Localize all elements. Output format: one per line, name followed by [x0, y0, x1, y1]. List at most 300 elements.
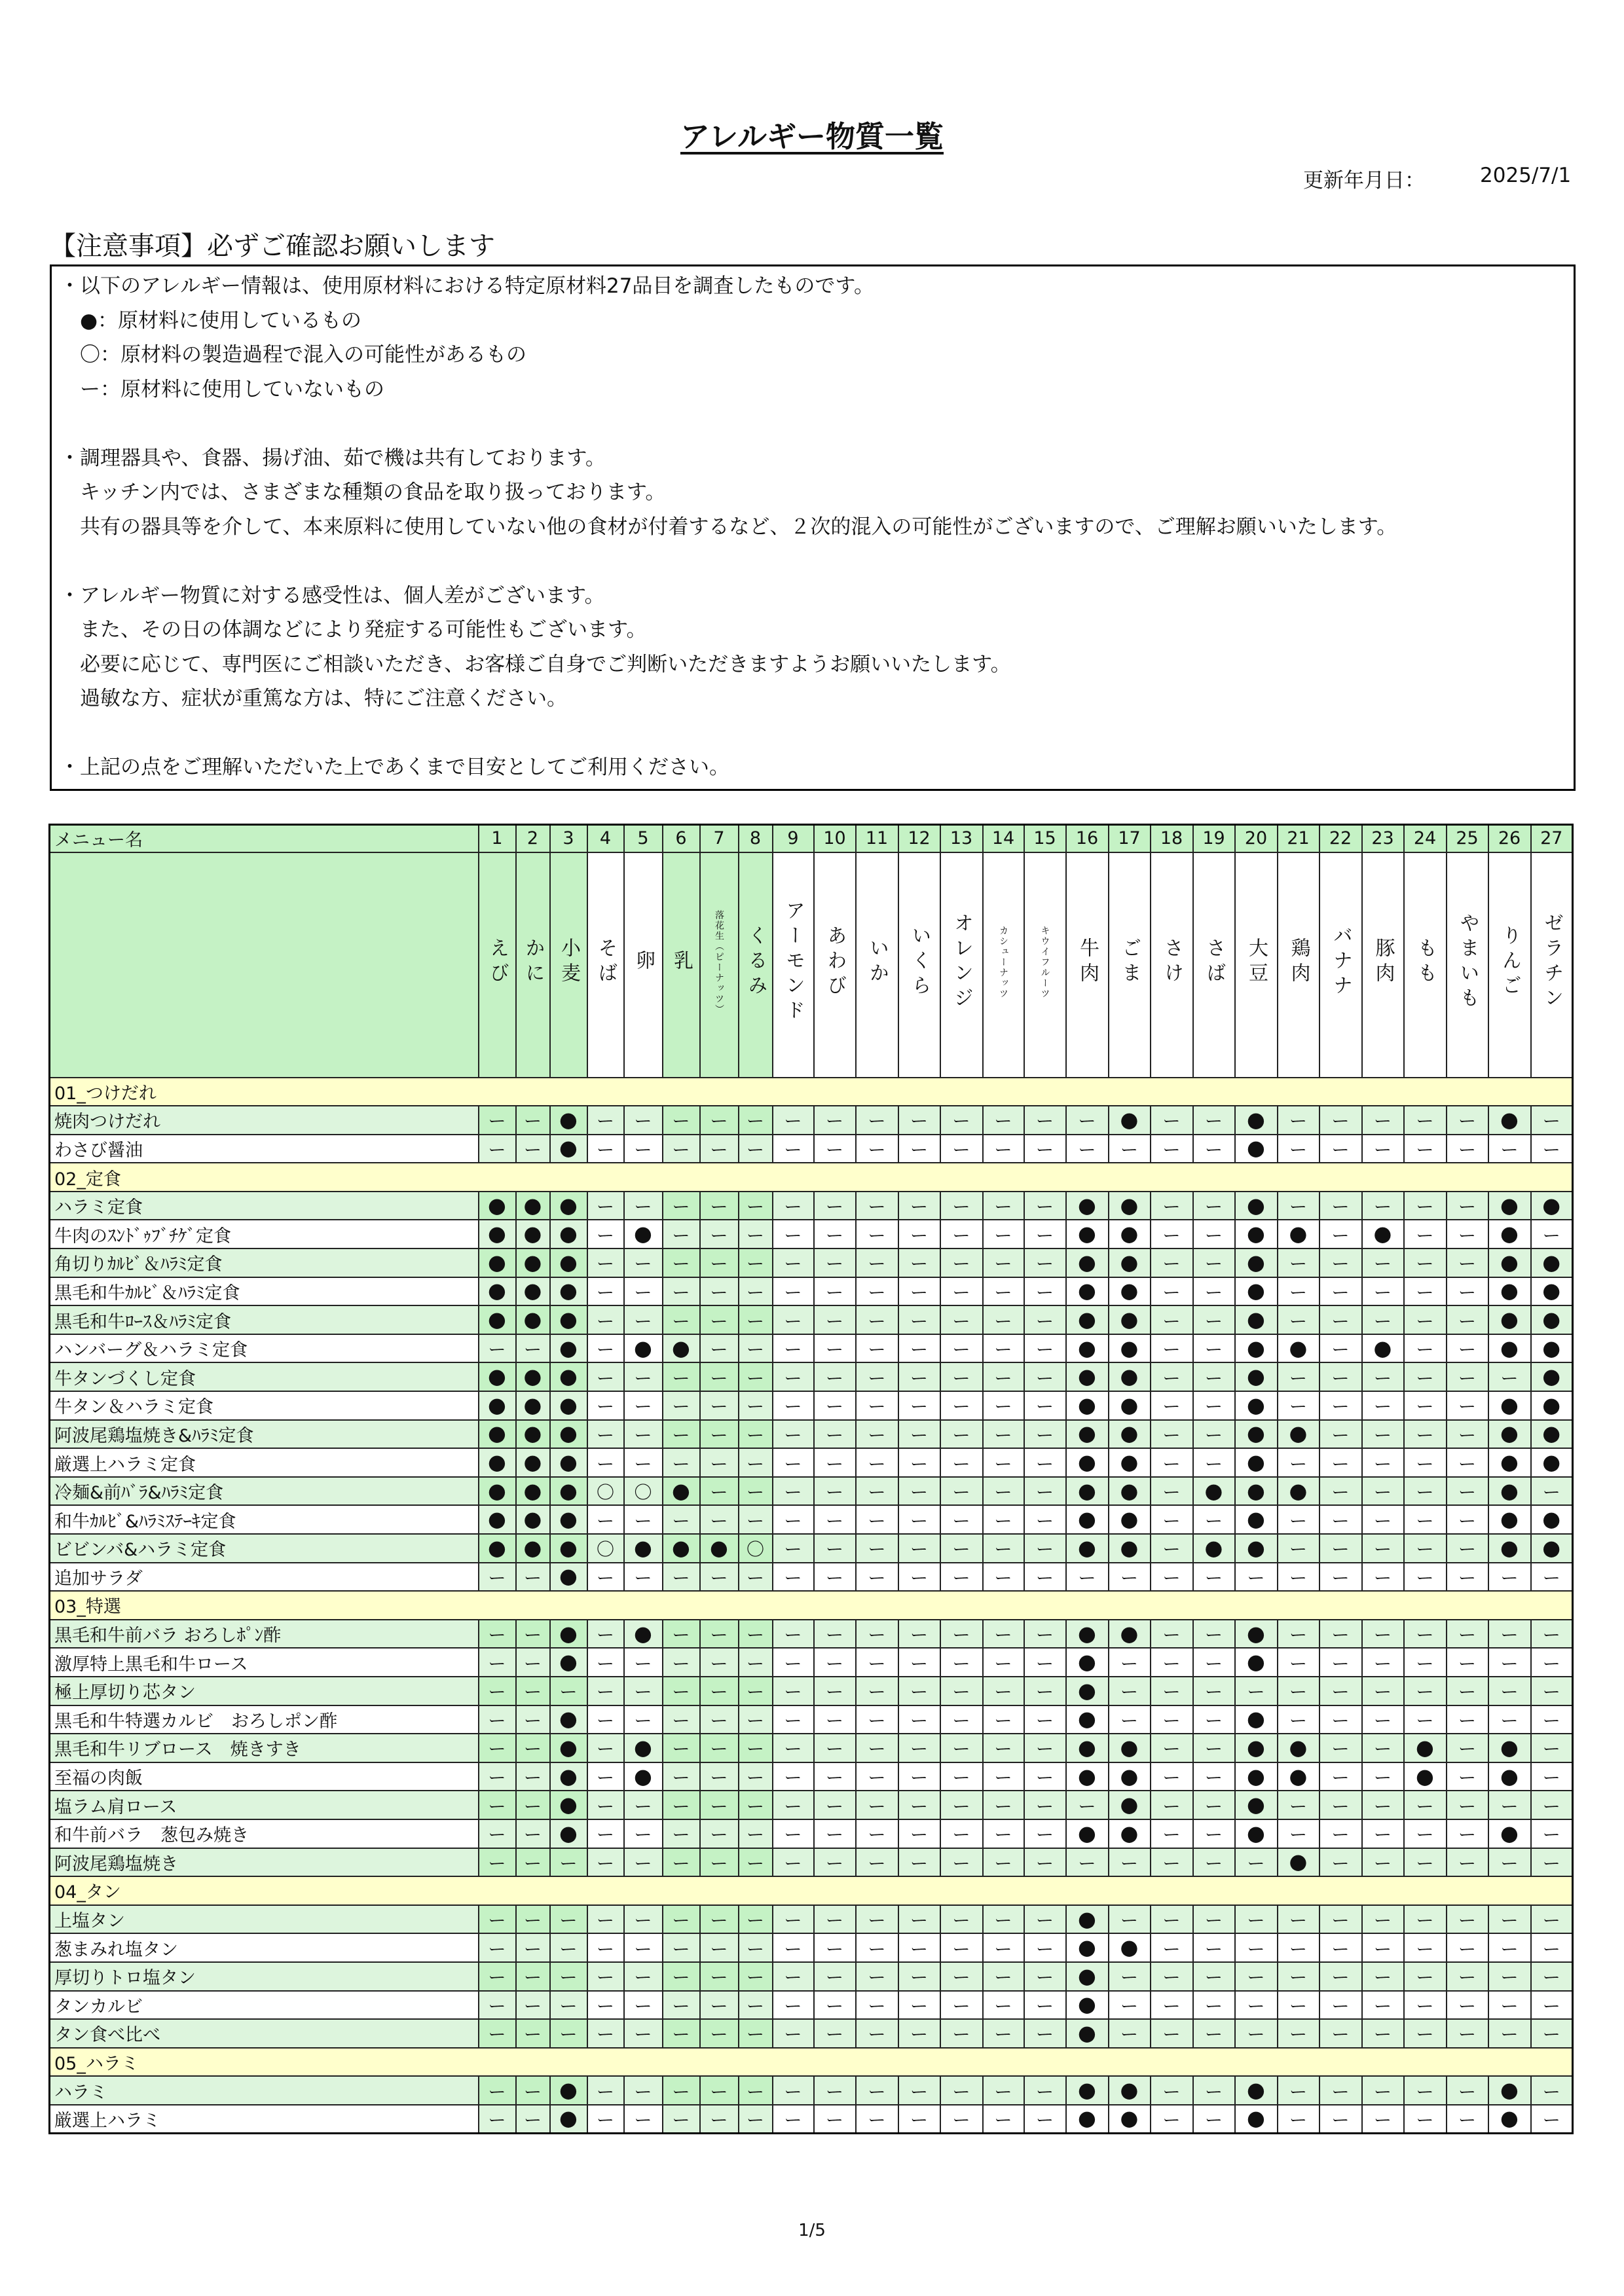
allergen-mark: ー — [587, 1362, 624, 1391]
allergen-mark: ● — [1235, 1192, 1278, 1220]
allergen-mark: ー — [663, 1563, 700, 1592]
allergen-mark: ー — [773, 1563, 814, 1592]
allergen-mark: ー — [624, 2019, 663, 2048]
allergen-mark: ー — [1151, 1705, 1193, 1734]
allergen-mark: ー — [700, 1334, 739, 1363]
allergen-mark: ー — [700, 1135, 739, 1163]
notice-line: ●：原材料に使用しているもの — [60, 308, 362, 333]
allergen-mark: ー — [1151, 1734, 1193, 1762]
allergen-mark: ー — [773, 2019, 814, 2048]
allergen-mark: ー — [550, 1962, 587, 1991]
update-label: 更新年月日： — [1303, 169, 1425, 192]
allergen-mark: ● — [1404, 1762, 1447, 1791]
category-row: 01_つけだれ — [50, 1078, 1573, 1106]
allergen-mark: ー — [1531, 1135, 1573, 1163]
allergen-mark: ー — [1024, 1962, 1066, 1991]
allergen-mark: ー — [1235, 1677, 1278, 1705]
allergen-mark: ー — [856, 1277, 898, 1306]
allergen-mark: ー — [1531, 1905, 1573, 1934]
allergen-mark: ● — [1531, 1248, 1573, 1277]
allergen-mark: ー — [1320, 1391, 1362, 1420]
allergen-mark: ー — [856, 1135, 898, 1163]
allergen-mark: ー — [1404, 1305, 1447, 1334]
allergen-mark: ー — [739, 1991, 773, 2020]
allergen-mark: ー — [814, 1962, 856, 1991]
allergen-header — [624, 852, 663, 1078]
allergen-mark: ー — [1151, 1106, 1193, 1135]
allergen-mark: ー — [1193, 1135, 1235, 1163]
allergen-mark: ー — [983, 2076, 1024, 2105]
allergen-mark: ー — [700, 1420, 739, 1449]
allergen-mark: ● — [479, 1220, 516, 1248]
allergen-mark: ● — [516, 1248, 550, 1277]
allergen-mark: ー — [898, 1962, 940, 1991]
allergen-mark: ー — [1488, 1677, 1531, 1705]
allergen-mark: ー — [663, 2076, 700, 2105]
allergen-mark: ー — [587, 1248, 624, 1277]
allergen-label: 乳 — [670, 950, 693, 975]
allergen-mark: ● — [479, 1448, 516, 1477]
allergen-mark: ー — [940, 1819, 983, 1848]
allergen-mark: ー — [1404, 1648, 1447, 1677]
allergen-number: 13 — [940, 825, 983, 852]
allergen-mark: ● — [1488, 1248, 1531, 1277]
allergen-mark: ー — [856, 1362, 898, 1391]
allergen-header — [739, 852, 773, 1078]
allergen-header — [1447, 852, 1488, 1078]
allergen-mark: ー — [663, 1705, 700, 1734]
allergen-mark: ー — [1531, 1705, 1573, 1734]
allergen-mark: ー — [1362, 1305, 1404, 1334]
allergen-mark: ー — [587, 2019, 624, 2048]
menu-item-name: 厚切りトロ塩タン — [50, 1962, 479, 1991]
allergen-mark: ー — [856, 1734, 898, 1762]
allergen-mark: ● — [1235, 1420, 1278, 1449]
allergen-mark: ー — [898, 1734, 940, 1762]
allergen-mark: ー — [1320, 1220, 1362, 1248]
allergen-mark: ー — [516, 1620, 550, 1649]
allergen-mark: ー — [898, 1905, 940, 1934]
allergen-mark: ー — [1193, 1448, 1235, 1477]
allergen-mark: ー — [1404, 1620, 1447, 1649]
allergen-mark: ー — [1447, 1477, 1488, 1506]
allergen-mark: ー — [1404, 1933, 1447, 1962]
allergen-mark: ー — [1320, 1448, 1362, 1477]
allergen-mark: ー — [587, 1106, 624, 1135]
menu-item-name: 冷麺&前ﾊﾞﾗ&ﾊﾗﾐ定食 — [50, 1477, 479, 1506]
allergen-mark: ● — [1066, 1277, 1109, 1306]
allergen-mark: ● — [1531, 1192, 1573, 1220]
allergen-mark: ー — [700, 2076, 739, 2105]
allergen-mark: ー — [1024, 1762, 1066, 1791]
allergen-mark: ● — [1488, 1391, 1531, 1420]
allergen-mark: ● — [1066, 1534, 1109, 1563]
allergen-mark: ● — [550, 1791, 587, 1819]
allergen-mark: ー — [1151, 1220, 1193, 1248]
allergen-mark: ー — [587, 1762, 624, 1791]
allergen-mark: ー — [700, 1106, 739, 1135]
allergen-mark: ー — [700, 1991, 739, 2020]
allergen-mark: ● — [1531, 1277, 1573, 1306]
allergen-mark: ー — [856, 1220, 898, 1248]
notice-heading: 【注意事項】必ずご確認お願いします — [50, 231, 495, 261]
allergen-label: オレンジ — [950, 913, 973, 1012]
notice-line: 必要に応じて、専門医にご相談いただき、お客様ご自身でご判断いただきますようお願いいたします。 — [60, 652, 1011, 676]
allergen-mark: ● — [1066, 1905, 1109, 1934]
allergen-mark: ● — [1066, 1420, 1109, 1449]
allergen-mark: ー — [1278, 1534, 1320, 1563]
allergen-mark: ー — [700, 1391, 739, 1420]
allergen-mark: ー — [1235, 1848, 1278, 1877]
allergen-mark: ー — [940, 1277, 983, 1306]
allergen-mark: ー — [663, 1391, 700, 1420]
allergen-mark: ー — [814, 2076, 856, 2105]
allergen-mark: ー — [1447, 1762, 1488, 1791]
allergen-mark: ー — [1488, 1848, 1531, 1877]
allergen-mark: ー — [739, 1734, 773, 1762]
allergen-mark: ー — [1320, 1135, 1362, 1163]
allergen-mark: ー — [1362, 1563, 1404, 1592]
allergen-mark: ー — [856, 1962, 898, 1991]
allergen-mark: ● — [1488, 1534, 1531, 1563]
allergen-mark: ー — [479, 1334, 516, 1363]
allergen-mark: ー — [773, 1334, 814, 1363]
allergen-mark: ー — [663, 1620, 700, 1649]
allergen-mark: ー — [1278, 1391, 1320, 1420]
allergen-mark: 〇 — [587, 1477, 624, 1506]
allergen-mark: ● — [550, 1248, 587, 1277]
allergen-mark: ー — [1151, 1192, 1193, 1220]
menu-item-name: 葱まみれ塩タン — [50, 1933, 479, 1962]
menu-item-name: 追加サラダ — [50, 1563, 479, 1592]
allergen-mark: ● — [1066, 1677, 1109, 1705]
allergen-mark: ー — [940, 1477, 983, 1506]
allergen-mark: ー — [587, 1420, 624, 1449]
allergen-mark: ー — [1362, 1991, 1404, 2020]
allergen-mark: ー — [1447, 1677, 1488, 1705]
allergen-mark: ー — [516, 2076, 550, 2105]
allergen-number: 12 — [898, 825, 940, 852]
allergen-header — [1488, 852, 1531, 1078]
allergen-mark: ー — [587, 1334, 624, 1363]
allergen-mark: ー — [479, 1648, 516, 1677]
allergen-mark: ー — [739, 1819, 773, 1848]
allergen-mark: ー — [587, 1705, 624, 1734]
allergen-mark: ー — [1151, 1448, 1193, 1477]
allergen-mark: ● — [1235, 1505, 1278, 1534]
allergen-mark: ー — [1151, 1277, 1193, 1306]
allergen-mark: ー — [940, 1106, 983, 1135]
allergen-mark: ー — [1151, 1135, 1193, 1163]
allergen-mark: ー — [1278, 1192, 1320, 1220]
allergen-mark: ー — [1447, 1106, 1488, 1135]
allergen-mark: ● — [1235, 1620, 1278, 1649]
allergen-mark: ● — [1066, 1391, 1109, 1420]
allergen-mark: ● — [1488, 1277, 1531, 1306]
allergen-mark: ー — [814, 1220, 856, 1248]
allergen-mark: ● — [1109, 1819, 1151, 1848]
allergen-mark: ● — [1531, 1362, 1573, 1391]
allergen-mark: ー — [739, 1106, 773, 1135]
allergen-mark: ー — [1193, 1620, 1235, 1649]
allergen-mark: ● — [1193, 1534, 1235, 1563]
allergen-mark: ー — [1320, 1106, 1362, 1135]
allergen-mark: ー — [773, 1106, 814, 1135]
allergen-mark: ー — [1235, 2019, 1278, 2048]
allergen-mark: ー — [940, 1905, 983, 1934]
allergen-mark: ー — [1404, 1135, 1447, 1163]
allergen-label: 小麦 — [557, 938, 580, 987]
allergen-mark: ● — [1066, 1448, 1109, 1477]
allergen-mark: ー — [814, 1705, 856, 1734]
allergen-mark: ー — [1320, 1677, 1362, 1705]
allergen-mark: ー — [814, 1448, 856, 1477]
allergen-mark: ー — [898, 1848, 940, 1877]
allergen-header — [856, 852, 898, 1078]
menu-item-name: 黒毛和牛前バラ おろしﾎﾟﾝ酢 — [50, 1620, 479, 1649]
allergen-mark: 〇 — [739, 1534, 773, 1563]
allergen-mark: ー — [1531, 1791, 1573, 1819]
allergen-mark: ー — [773, 1933, 814, 1962]
allergen-mark: ー — [814, 1848, 856, 1877]
allergen-mark: ー — [856, 1391, 898, 1420]
allergen-mark: ー — [516, 1791, 550, 1819]
allergen-mark: ー — [700, 1563, 739, 1592]
allergen-mark: ー — [1151, 1534, 1193, 1563]
menu-item-name: 和牛前バラ 葱包み焼き — [50, 1819, 479, 1848]
allergen-number: 7 — [700, 825, 739, 852]
allergen-mark: ● — [550, 1448, 587, 1477]
allergen-header — [1531, 852, 1573, 1078]
allergen-mark: ● — [1109, 2105, 1151, 2134]
allergen-mark: ● — [1235, 1220, 1278, 1248]
allergen-mark: ー — [1531, 1648, 1573, 1677]
allergen-mark: ー — [1531, 1106, 1573, 1135]
allergen-mark: ー — [739, 1448, 773, 1477]
allergen-mark: ー — [773, 1277, 814, 1306]
allergen-mark: ー — [1193, 1220, 1235, 1248]
allergen-mark: ー — [814, 1477, 856, 1506]
allergen-mark: ー — [1447, 1248, 1488, 1277]
allergen-mark: ● — [1488, 2076, 1531, 2105]
menu-item-name: 牛タン＆ハラミ定食 — [50, 1391, 479, 1420]
allergen-mark: ー — [624, 1192, 663, 1220]
allergen-mark: ● — [1235, 1362, 1278, 1391]
allergen-mark: ● — [1109, 1334, 1151, 1363]
allergen-mark: ー — [1488, 1563, 1531, 1592]
allergen-number: 25 — [1447, 825, 1488, 852]
allergen-mark: ー — [1404, 1362, 1447, 1391]
allergen-mark: ー — [1193, 1248, 1235, 1277]
allergen-mark: ー — [516, 2105, 550, 2134]
allergen-mark: ー — [1320, 1477, 1362, 1506]
allergen-mark: ー — [516, 1762, 550, 1791]
allergen-mark: ー — [739, 1220, 773, 1248]
allergen-mark: ● — [550, 1705, 587, 1734]
allergen-mark: ー — [479, 2019, 516, 2048]
allergen-mark: ー — [1151, 1505, 1193, 1534]
allergen-mark: ー — [856, 1563, 898, 1592]
allergen-mark: ● — [624, 1220, 663, 1248]
allergen-mark: ー — [1278, 1648, 1320, 1677]
allergen-number: 18 — [1151, 825, 1193, 852]
allergen-mark: ー — [1320, 1305, 1362, 1334]
allergen-label: くるみ — [744, 925, 767, 1000]
allergen-mark: ー — [739, 1334, 773, 1363]
allergen-mark: ー — [1531, 1220, 1573, 1248]
allergen-header — [898, 852, 940, 1078]
menu-item-name: 焼肉つけだれ — [50, 1106, 479, 1135]
allergen-mark: ー — [1024, 1248, 1066, 1277]
allergen-mark: ● — [479, 1477, 516, 1506]
allergen-mark: ー — [1362, 1106, 1404, 1135]
allergen-mark: 〇 — [624, 1477, 663, 1506]
allergen-mark: ● — [1488, 1819, 1531, 1848]
allergen-mark: ● — [1109, 1106, 1151, 1135]
allergen-mark: ー — [983, 1220, 1024, 1248]
allergen-mark: ー — [940, 1135, 983, 1163]
allergen-header — [1109, 852, 1151, 1078]
allergen-mark: ー — [1531, 1477, 1573, 1506]
allergen-mark: ー — [1151, 2076, 1193, 2105]
allergen-mark: ー — [1404, 1705, 1447, 1734]
allergen-mark: ● — [479, 1534, 516, 1563]
allergen-mark: ● — [1193, 1477, 1235, 1506]
allergen-mark: ー — [739, 1305, 773, 1334]
allergen-mark: ー — [700, 1933, 739, 1962]
allergen-mark: ー — [1151, 1762, 1193, 1791]
allergen-mark: ー — [1320, 1505, 1362, 1534]
allergen-mark: ー — [1531, 2076, 1573, 2105]
allergen-mark: ー — [814, 1933, 856, 1962]
allergen-mark: ● — [516, 1220, 550, 1248]
allergen-mark: ー — [624, 1791, 663, 1819]
allergen-mark: ー — [587, 1962, 624, 1991]
allergen-mark: ー — [739, 2019, 773, 2048]
allergen-mark: ー — [1024, 2076, 1066, 2105]
allergen-mark: ● — [1488, 1192, 1531, 1220]
allergen-mark: ー — [1531, 1620, 1573, 1649]
allergen-mark: ー — [1235, 1991, 1278, 2020]
allergen-mark: ● — [1488, 1305, 1531, 1334]
allergen-mark: ー — [983, 1420, 1024, 1449]
allergen-mark: ー — [1193, 1648, 1235, 1677]
allergen-mark: ー — [516, 1848, 550, 1877]
notice-line: 過敏な方、症状が重篤な方は、特にご注意ください。 — [60, 687, 567, 710]
allergen-mark: ● — [624, 1620, 663, 1649]
allergen-mark: ー — [898, 1991, 940, 2020]
menu-item-name: 極上厚切り芯タン — [50, 1677, 479, 1705]
allergen-mark: ー — [624, 1962, 663, 1991]
allergen-mark: ー — [1362, 1248, 1404, 1277]
allergen-mark: ー — [663, 1192, 700, 1220]
allergen-mark: ー — [1024, 1705, 1066, 1734]
allergen-mark: ー — [739, 1677, 773, 1705]
allergen-mark: ● — [479, 1277, 516, 1306]
allergen-mark: ー — [983, 1135, 1024, 1163]
allergen-mark: ー — [516, 1677, 550, 1705]
allergen-mark: ー — [773, 1962, 814, 1991]
allergen-mark: ー — [1320, 1420, 1362, 1449]
allergen-number: 14 — [983, 825, 1024, 852]
allergen-mark: ー — [1278, 1791, 1320, 1819]
allergen-mark: ー — [1024, 2019, 1066, 2048]
allergen-mark: ● — [1278, 1477, 1320, 1506]
allergen-mark: ー — [773, 1762, 814, 1791]
allergen-mark: ー — [983, 2105, 1024, 2134]
allergen-number: 11 — [856, 825, 898, 852]
allergen-mark: ー — [856, 1848, 898, 1877]
allergen-mark: ● — [550, 1505, 587, 1534]
allergen-number: 10 — [814, 825, 856, 852]
allergen-mark: ● — [516, 1534, 550, 1563]
allergen-mark: ー — [1066, 1106, 1109, 1135]
allergen-number: 19 — [1193, 825, 1235, 852]
category-row: 05_ハラミ — [50, 2048, 1573, 2077]
allergen-mark: ー — [814, 1420, 856, 1449]
allergen-label: 牛肉 — [1076, 938, 1099, 987]
allergen-mark: ● — [1531, 1534, 1573, 1563]
allergen-mark: ー — [1278, 1505, 1320, 1534]
allergen-mark: ● — [1235, 1791, 1278, 1819]
allergen-mark: ー — [1320, 1962, 1362, 1991]
allergen-mark: ● — [550, 1277, 587, 1306]
allergen-mark: ー — [1447, 1905, 1488, 1934]
allergen-mark: ー — [1404, 1677, 1447, 1705]
allergen-label: そば — [594, 938, 618, 987]
allergen-mark: ー — [1278, 2019, 1320, 2048]
allergen-mark: ー — [550, 1991, 587, 2020]
allergen-mark: ー — [516, 1819, 550, 1848]
allergen-mark: ー — [1024, 2105, 1066, 2134]
allergen-mark: ー — [550, 2019, 587, 2048]
allergen-mark: ー — [700, 1305, 739, 1334]
allergen-mark: ー — [700, 1277, 739, 1306]
allergen-number: 23 — [1362, 825, 1404, 852]
allergen-mark: ー — [516, 1962, 550, 1991]
allergen-mark: ー — [1278, 1106, 1320, 1135]
allergen-mark: ー — [587, 1220, 624, 1248]
allergen-mark: ー — [1278, 1677, 1320, 1705]
allergen-mark: ー — [1531, 1848, 1573, 1877]
allergen-mark: ー — [1235, 1933, 1278, 1962]
allergen-mark: ● — [1109, 1420, 1151, 1449]
allergen-mark: ● — [550, 1534, 587, 1563]
allergen-mark: ー — [1447, 1305, 1488, 1334]
allergen-mark: ● — [1109, 1391, 1151, 1420]
allergen-mark: ● — [1235, 1391, 1278, 1420]
allergen-mark: ー — [1151, 1391, 1193, 1420]
allergen-mark: ● — [550, 1819, 587, 1848]
allergen-mark: ー — [1193, 1563, 1235, 1592]
allergen-header — [479, 852, 516, 1078]
notice-line: また、その日の体調などにより発症する可能性もございます。 — [60, 618, 647, 642]
allergen-mark: ー — [856, 1420, 898, 1449]
allergen-mark: ー — [479, 1563, 516, 1592]
allergen-mark: ー — [663, 1791, 700, 1819]
allergen-mark: ー — [1024, 1362, 1066, 1391]
allergen-mark: ● — [1278, 1762, 1320, 1791]
allergen-mark: ー — [1404, 1448, 1447, 1477]
allergen-mark: ー — [663, 1933, 700, 1962]
allergen-mark: ー — [898, 2076, 940, 2105]
allergen-mark: ー — [773, 1477, 814, 1506]
menu-item-name: 角切りｶﾙﾋﾞ＆ﾊﾗﾐ定食 — [50, 1248, 479, 1277]
allergen-mark: ● — [479, 1420, 516, 1449]
allergen-mark: ー — [1151, 1362, 1193, 1391]
allergen-mark: ー — [1320, 1905, 1362, 1934]
allergen-mark: ー — [1024, 1933, 1066, 1962]
